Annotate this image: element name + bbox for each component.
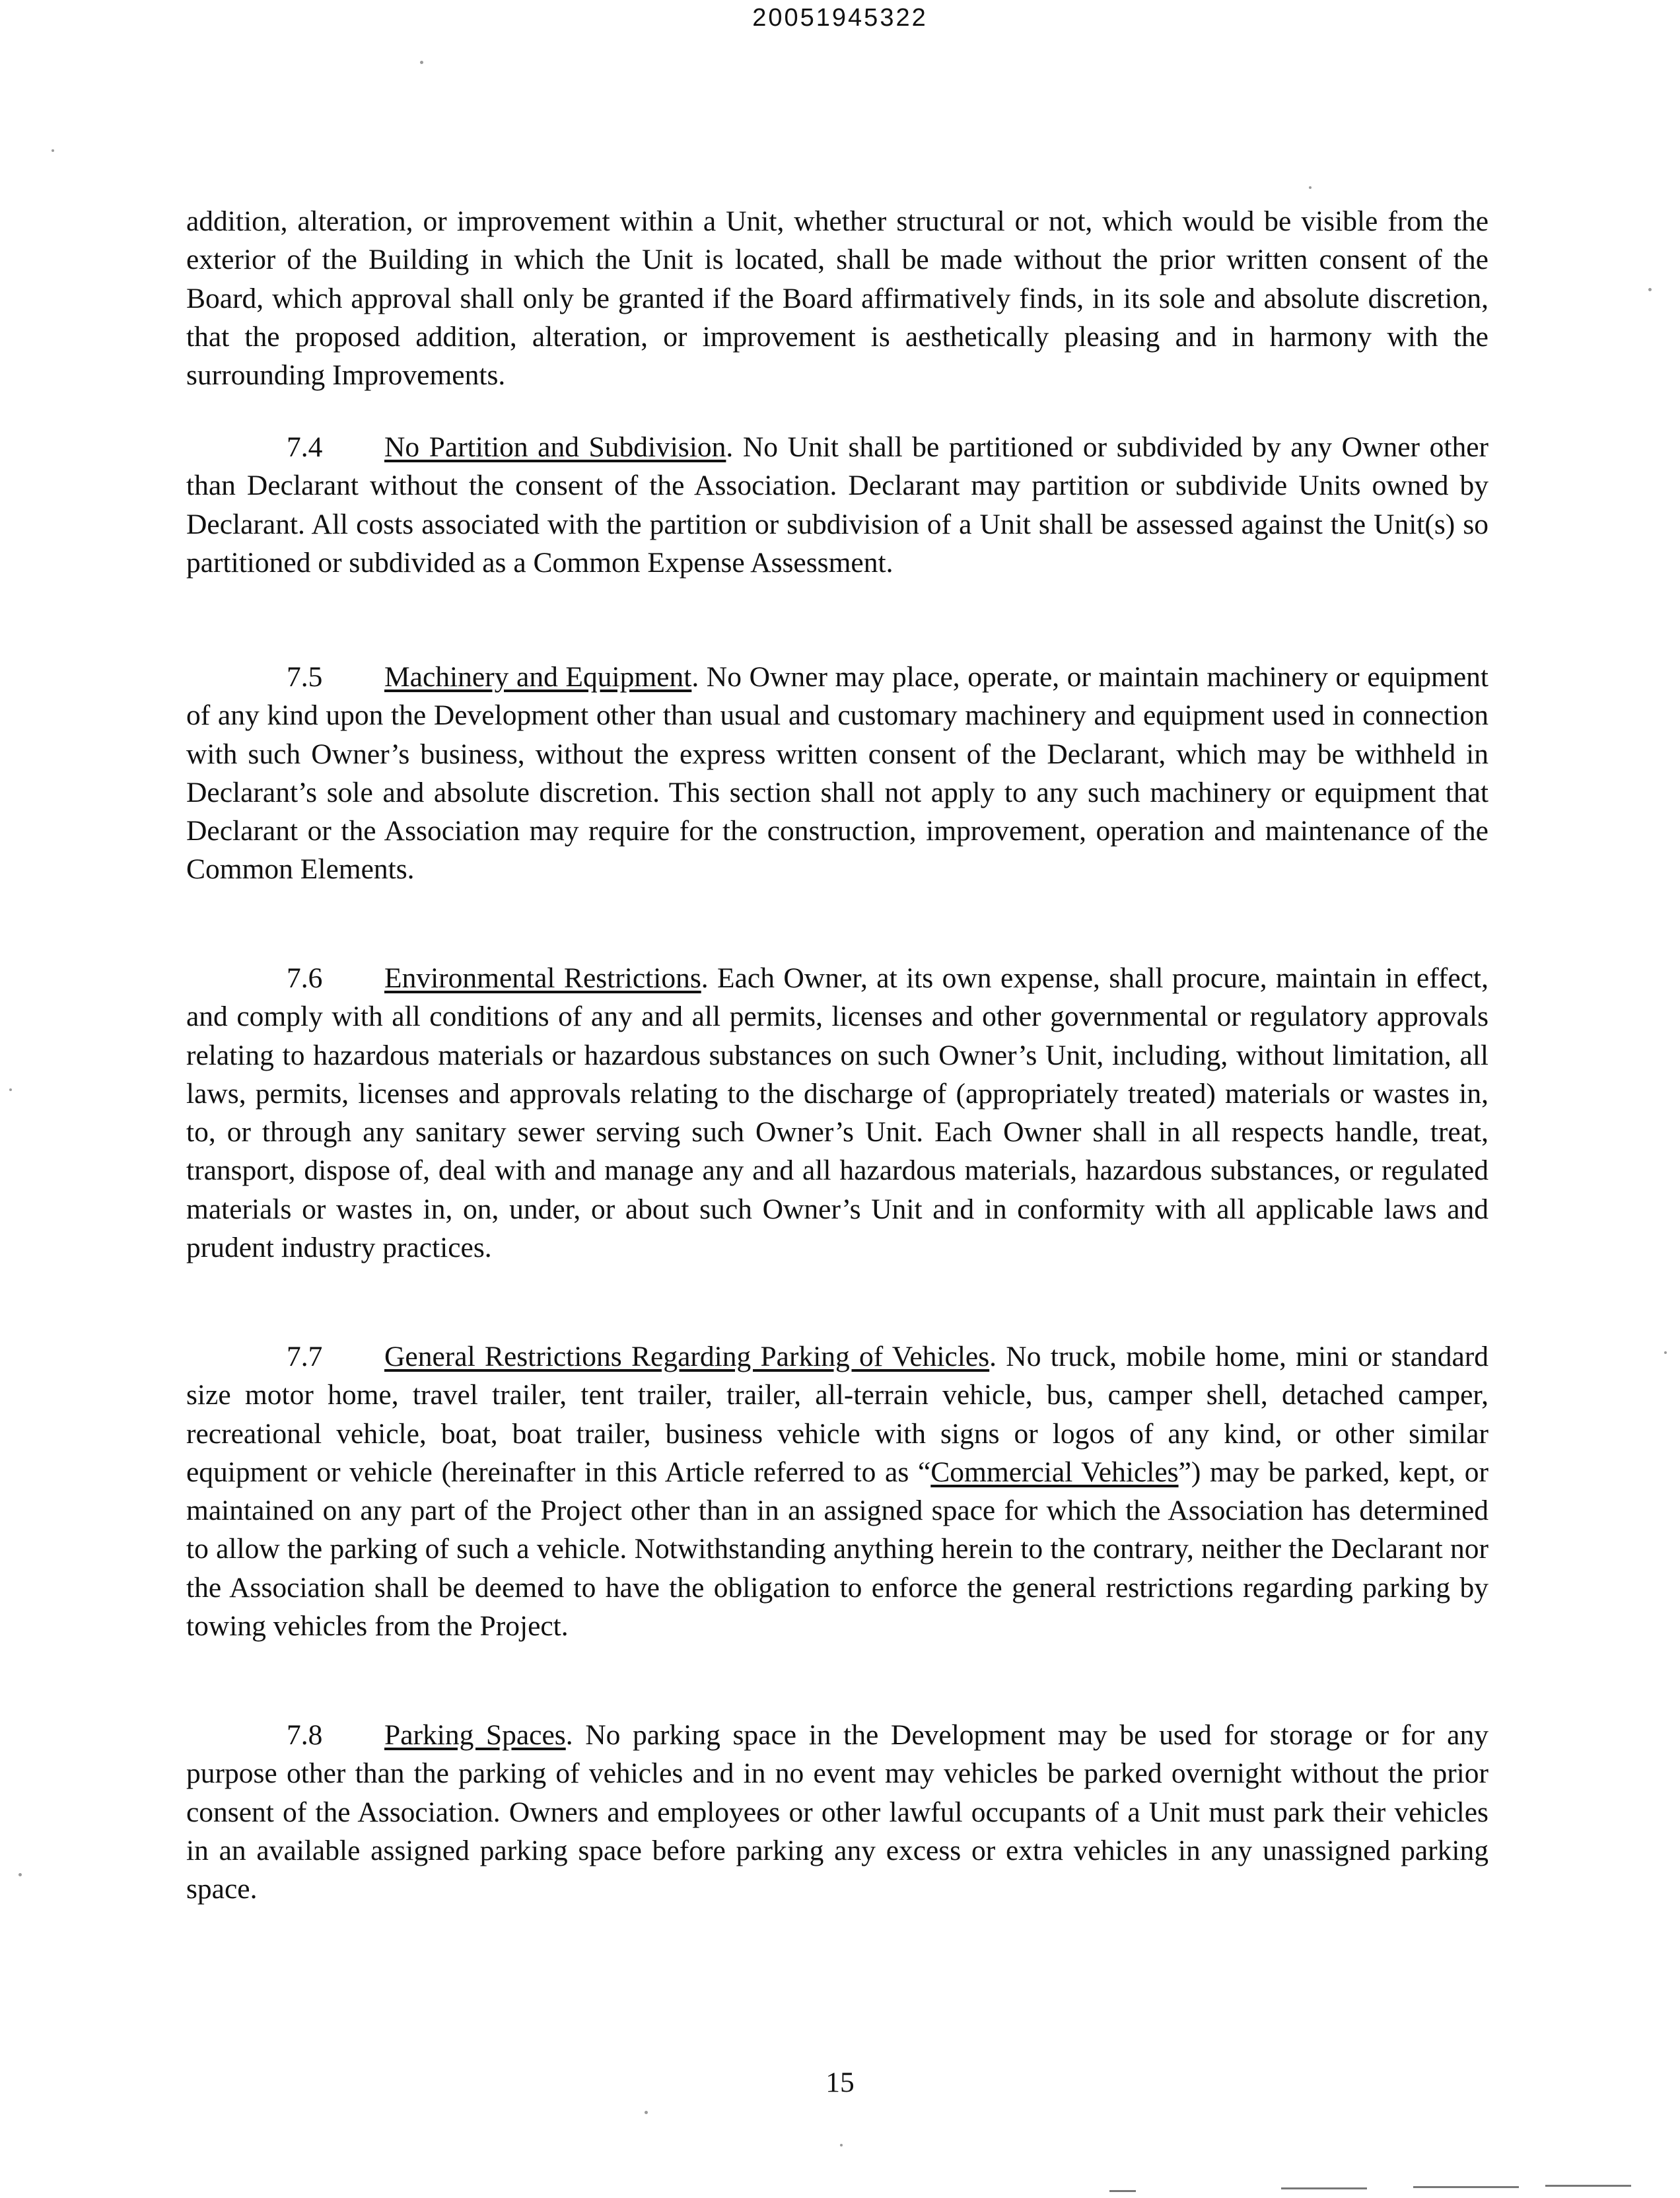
defined-term: Commercial Vehicles	[930, 1456, 1179, 1488]
scan-speck	[1664, 1351, 1667, 1354]
page-number: 15	[825, 2067, 855, 2098]
scan-speck	[420, 61, 423, 64]
section-number: 7.8	[287, 1719, 323, 1751]
section-text: . No parking space in the Development may be used for storage or for any purpose other than the parking of vehicles and in no event may vehicles be parked overnight without the prior consent of the Association. Owners and employees or other lawful occupants of a Unit must park their vehicles in an available assigned parking space before parking any excess or extra vehicles in any unassigned parking space.	[186, 1719, 1488, 1905]
section-text-after: ”) may be parked, kept, or maintained on any part of the Project other than in an assigned space for which the Association has determined to allow the parking of such a vehicle. Notwithstanding anything herein to the contrary, neither the Declarant nor the Association shall be deemed to have the obligation to enforce the general restrictions regarding parking by towing vehicles from the Project.	[186, 1456, 1488, 1643]
section-heading: Environmental Restrictions	[384, 962, 701, 994]
section-heading: Machinery and Equipment	[384, 661, 692, 693]
section-heading: Parking Spaces	[384, 1719, 566, 1751]
section-number: 7.4	[287, 431, 323, 463]
section-7-7	[186, 1337, 1488, 1645]
section-text: . No Unit shall be partitioned or subdivided by any Owner other than Declarant without the consent of the Association. Declarant may partition or subdivide Units owned by Declarant. All costs associated with the partition or subdivision of a Unit shall be assessed against the Unit(s) so partitioned or subdivided as a Common Expense Assessment.	[186, 431, 1489, 579]
section-7-5	[186, 658, 1488, 889]
scan-speck	[840, 2144, 843, 2146]
document-number: 20051945322	[752, 4, 928, 32]
section-7-6	[186, 959, 1488, 1267]
scan-edge-mark	[1281, 2187, 1367, 2189]
scan-speck	[1648, 288, 1652, 291]
scan-speck	[52, 149, 54, 152]
section-text-before: . No truck, mobile home, mini or standard size motor home, travel trailer, tent trailer, trailer, all-terrain vehicle, bus, camper shell, detached camper, recreational vehicle, boat, boat trailer, business vehicle with signs or logos of any kind, or other similar equipment or vehicle (hereinafter in this Article referred to as “	[186, 1341, 1489, 1488]
scan-edge-mark	[1545, 2185, 1631, 2187]
section-heading: General Restrictions Regarding Parking of Vehicles	[384, 1341, 990, 1372]
scan-edge-mark	[1109, 2190, 1136, 2192]
scan-edge-mark	[1413, 2186, 1519, 2188]
section-text: . No Owner may place, operate, or maintain machinery or equipment of any kind upon the Development other than usual and customary machinery and equipment used in connection with such Owner’s business, without the express written consent of the Declarant, which may be withheld in Declarant’s sole and absolute discretion. This section shall not apply to any such machinery or equipment that Declarant or the Association may require for the construction, improvement, operation and maintenance of the Common Elements.	[186, 661, 1489, 886]
section-7-4	[186, 428, 1488, 582]
intro-text: addition, alteration, or improvement within a Unit, whether structural or not, which would be visible from the exterior of the Building in which the Unit is located, shall be made without the prior written consent of the Board, which approval shall only be granted if the Board affirmatively finds, in its sole and absolute discretion, that the proposed addition, alteration, or improvement is aesthetically pleasing and in harmony with the surrounding Improvements.	[186, 205, 1488, 392]
section-7-8	[186, 1716, 1488, 1908]
scan-speck	[18, 1873, 22, 1876]
scan-speck	[9, 1088, 12, 1091]
scan-speck	[645, 2111, 648, 2114]
section-number: 7.7	[287, 1341, 323, 1372]
section-heading: No Partition and Subdivision	[384, 431, 726, 463]
intro-paragraph	[186, 202, 1488, 394]
section-number: 7.6	[287, 962, 323, 994]
scan-speck	[1309, 186, 1312, 189]
section-number: 7.5	[287, 661, 323, 693]
section-text: . Each Owner, at its own expense, shall procure, maintain in effect, and comply with all conditions of any and all permits, licenses and other governmental or regulatory approvals relating to hazardous materials or hazardous substances on such Owner’s Unit, including, without limitation, all laws, permits, licenses and approvals relating to the discharge of (appropriately treated) materials or wastes in, to, or through any sanitary sewer serving such Owner’s Unit. Each Owner shall in all respects handle, treat, transport, dispose of, deal with and manage any and all hazardous materials, hazardous substances, or regulated materials or wastes in, on, under, or about such Owner’s Unit and in conformity with all applicable laws and prudent industry practices.	[186, 962, 1488, 1264]
